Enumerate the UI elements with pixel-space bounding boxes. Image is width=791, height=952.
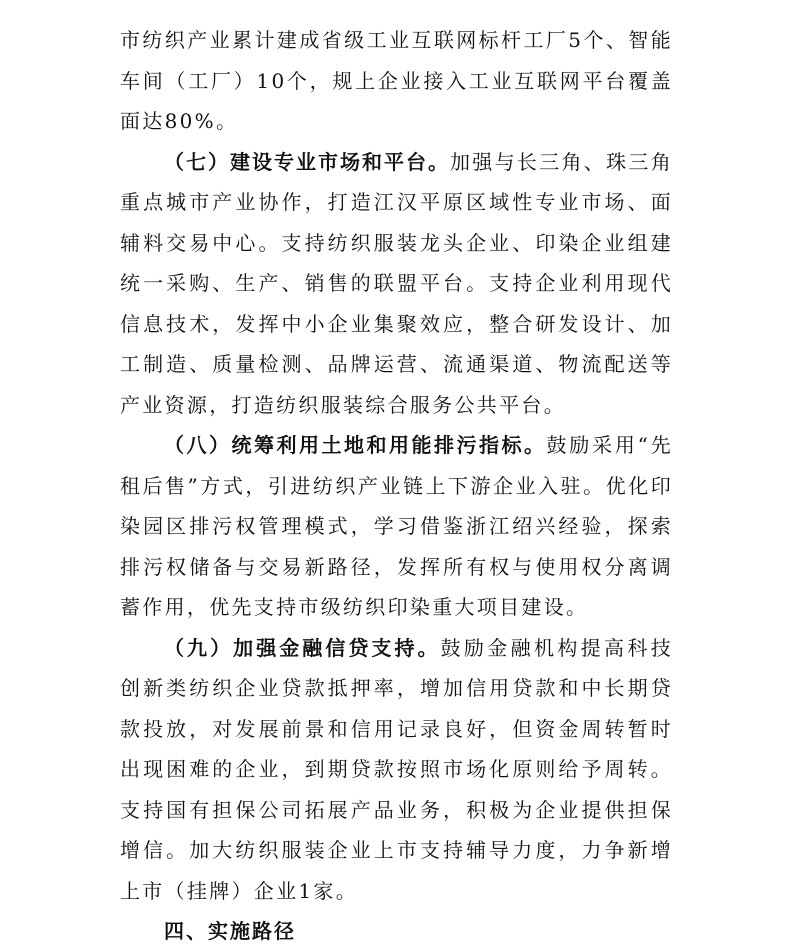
paragraph-heading: （九）加强金融信贷支持。 xyxy=(164,635,441,660)
paragraph-heading: （七）建设专业市场和平台。 xyxy=(164,149,450,174)
paragraph-nine xyxy=(120,628,673,912)
paragraph-heading: （八）统筹利用土地和用能排污指标。 xyxy=(164,433,547,457)
paragraph-body: 鼓励采用“先租后售”方式，引进纺织产业链上下游企业入驻。优化印染园区排污权管理模式，学习借鉴浙江绍兴经验，探索排污权储备与交易新路径，发挥所有权与使用权分离调蓄作用，优先支持市级纺织印染重大项目建设。 xyxy=(120,433,674,619)
paragraph-continuation xyxy=(120,20,673,142)
paragraph-text: 市纺织产业累计建成省级工业互联网标杆工厂5个、智能车间（工厂）10个，规上企业接入工业互联网平台覆盖面达80%。 xyxy=(120,28,673,133)
section-heading: 四、实施路径 xyxy=(164,919,296,943)
paragraph-body: 鼓励金融机构提高科技创新类纺织企业贷款抵押率，增加信用贷款和中长期贷款投放，对发展前景和信用记录良好，但资金周转暂时出现困难的企业，到期贷款按照市场化原则给予周转。支持国有担保公司拓展产品业务，积极为企业提供担保增信。加大纺织服装企业上市支持辅导力度，力争新增上市（挂牌）企业1家。 xyxy=(120,635,674,903)
paragraph-body: 加强与长三角、珠三角重点城市产业协作，打造江汉平原区域性专业市场、面辅料交易中心。支持纺织服装龙头企业、印染企业组建统一采购、生产、销售的联盟平台。支持企业利用现代信息技术，发挥中小企业集聚效应，整合研发设计、加工制造、质量检测、品牌运营、流通渠道、物流配送等产业资源，打造纺织服装综合服务公共平台。 xyxy=(120,149,673,417)
paragraph-eight xyxy=(120,425,673,628)
paragraph-seven xyxy=(120,142,673,426)
document-page xyxy=(120,20,673,952)
